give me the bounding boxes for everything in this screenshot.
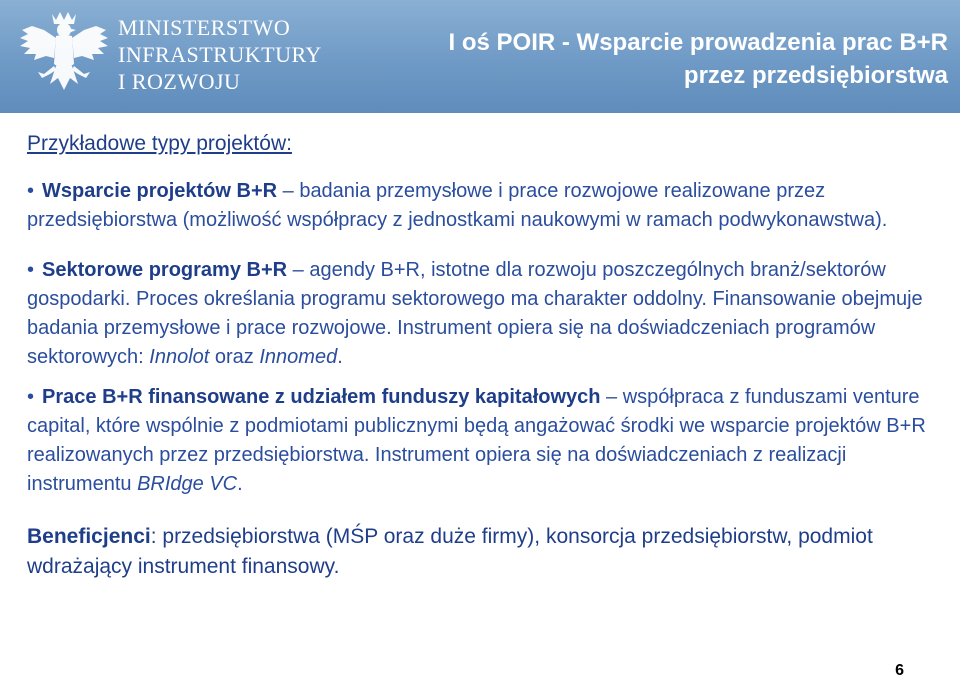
slide-title [449, 26, 948, 92]
bullet-icon: • [27, 386, 35, 408]
bullet-item-3-end: . [237, 473, 243, 495]
bullet-item-3-heading: Prace B+R finansowane z udziałem funduszy kapitałowych [42, 386, 601, 408]
ministry-name [118, 14, 322, 95]
bullet-item-2 [27, 256, 932, 372]
beneficiaries-text: : przedsiębiorstwa (MŚP oraz duże firmy), konsorcja przedsiębiorstw, podmiot wdrażający instrument finansowy. [27, 525, 873, 578]
bullet-item-2-mid: oraz [209, 346, 260, 368]
page-number: 6 [895, 662, 904, 679]
ministry-line-3: I ROZWOJU [118, 69, 241, 94]
ministry-line-2: INFRASTRUKTURY [118, 42, 322, 67]
slide-content [27, 130, 932, 582]
bullet-item-1-heading: Wsparcie projektów B+R [42, 180, 278, 202]
eagle-emblem-icon [14, 8, 114, 100]
beneficiaries-label: Beneficjenci [27, 525, 151, 548]
header-banner [0, 0, 960, 113]
bullet-item-2-text: – agendy B+R, istotne dla rozwoju poszczególnych branż/sektorów gospodarki. Proces określania programu sektorowego ma charakter oddolny. Finansowanie obejmuje badania przemysłowe i prace rozwojowe. Instrument opiera się na doświadczeniach programów sektorowych: [27, 259, 923, 368]
bullet-item-2-italic-2: Innomed [259, 346, 338, 368]
beneficiaries-paragraph [27, 522, 932, 582]
bullet-item-2-heading: Sektorowe programy B+R [42, 259, 288, 281]
bullet-icon: • [27, 180, 35, 202]
ministry-line-1: MINISTERSTWO [118, 15, 291, 40]
bullet-item-3-italic: BRIdge VC [137, 473, 238, 495]
slide-title-line-1: I oś POIR - Wsparcie prowadzenia prac B+R [448, 29, 948, 56]
section-subtitle: Przykładowe typy projektów: [27, 132, 292, 155]
bullet-item-3-text: – współpraca z funduszami venture capital, które wspólnie z podmiotami publicznymi będą angażować środki we wsparcie projektów B+R realizowanych przez przedsiębiorstwa. Instrument opiera się na doświadczeniach z realizacji instrumentu [27, 386, 926, 495]
bullet-item-3 [27, 383, 932, 499]
bullet-icon: • [27, 259, 35, 281]
bullet-item-2-italic-1: Innolot [149, 346, 210, 368]
slide-title-line-2: przez przedsiębiorstwa [683, 62, 948, 89]
bullet-item-2-end: . [337, 346, 343, 368]
bullet-item-1-text: – badania przemysłowe i prace rozwojowe realizowane przez przedsiębiorstwa (możliwość współpracy z jednostkami naukowymi w ramach podwykonawstwa). [27, 180, 888, 231]
bullet-item-1 [27, 177, 932, 235]
ministry-logo [14, 8, 354, 100]
